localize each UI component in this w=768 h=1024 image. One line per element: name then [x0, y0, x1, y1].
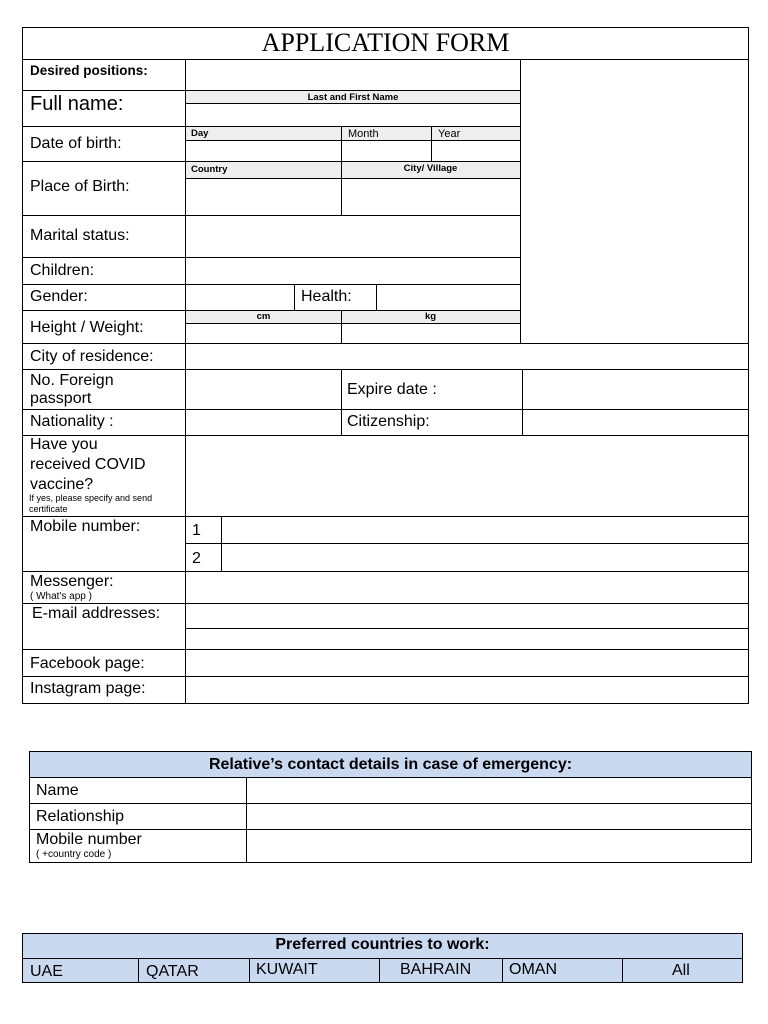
instagram-label: Instagram page:: [30, 680, 146, 697]
desired-positions-field[interactable]: [186, 60, 520, 90]
birth-month-field[interactable]: [342, 141, 431, 161]
year-caption: Year: [438, 128, 461, 140]
instagram-field[interactable]: [186, 677, 749, 703]
city-of-residence-label: City of residence:: [30, 348, 154, 365]
gender-field[interactable]: [186, 285, 294, 310]
health-field[interactable]: [377, 285, 520, 310]
country-option-kuwait[interactable]: KUWAIT: [256, 961, 318, 978]
country-option-bahrain[interactable]: BAHRAIN: [400, 961, 472, 978]
messenger-note: ( What's app ): [30, 591, 92, 602]
expire-date-field[interactable]: [523, 370, 749, 409]
kg-caption: kg: [424, 311, 437, 322]
marital-status-field[interactable]: [186, 216, 520, 257]
gender-label: Gender:: [30, 288, 88, 305]
mobile-2-field[interactable]: [222, 544, 749, 571]
country-option-qatar[interactable]: QATAR: [146, 963, 199, 980]
height-field[interactable]: [186, 324, 341, 343]
emergency-mobile-label: Mobile number: [36, 831, 142, 848]
mobile-slot-1: 1: [192, 522, 201, 539]
full-name-field[interactable]: [186, 104, 520, 126]
last-first-name-caption: Last and First Name: [307, 92, 399, 103]
full-name-label: Full name:: [30, 93, 124, 115]
email-2-field[interactable]: [186, 629, 749, 649]
children-field[interactable]: [186, 258, 520, 284]
country-option-oman[interactable]: OMAN: [509, 961, 557, 978]
covid-vaccine-field[interactable]: [186, 436, 749, 516]
emergency-mobile-note: ( +country code ): [36, 849, 112, 860]
city-village-caption: City/ Village: [403, 163, 458, 174]
form-title: APPLICATION FORM: [261, 28, 510, 57]
birth-country-field[interactable]: [186, 179, 341, 215]
health-label: Health:: [301, 288, 352, 305]
foreign-passport-label-line1: No. Foreign: [30, 372, 114, 389]
country-option-uae[interactable]: UAE: [30, 963, 63, 980]
email-label: E-mail addresses:: [32, 605, 161, 622]
countries-header: Preferred countries to work:: [275, 936, 490, 953]
day-caption: Day: [191, 128, 209, 139]
emergency-relationship-label: Relationship: [36, 808, 125, 825]
emergency-name-field[interactable]: [247, 778, 751, 803]
facebook-field[interactable]: [186, 650, 749, 676]
messenger-field[interactable]: [186, 572, 749, 603]
expire-date-label: Expire date :: [347, 381, 437, 398]
emergency-header: Relative’s contact details in case of emergency:: [208, 756, 573, 773]
mobile-number-label: Mobile number:: [30, 518, 141, 535]
email-1-field[interactable]: [186, 604, 749, 628]
covid-note-line1: If yes, please specify and send: [29, 493, 153, 503]
birth-day-field[interactable]: [186, 141, 341, 161]
emergency-name-label: Name: [36, 782, 79, 799]
messenger-label: Messenger:: [30, 573, 114, 590]
marital-status-label: Marital status:: [30, 227, 130, 244]
mobile-1-field[interactable]: [222, 517, 749, 543]
facebook-label: Facebook page:: [30, 655, 145, 672]
month-caption: Month: [348, 128, 379, 140]
citizenship-label: Citizenship:: [347, 413, 430, 430]
covid-note-line2: certificate: [29, 504, 68, 514]
nationality-label: Nationality :: [30, 413, 114, 430]
photo-area[interactable]: [521, 60, 749, 343]
foreign-passport-label-line2: passport: [30, 390, 92, 407]
country-option-all[interactable]: All: [672, 962, 690, 979]
city-of-residence-field[interactable]: [186, 344, 749, 369]
weight-field[interactable]: [342, 324, 520, 343]
passport-number-field[interactable]: [186, 370, 341, 409]
birth-year-field[interactable]: [432, 141, 520, 161]
covid-label-line2: received COVID: [30, 456, 146, 473]
children-label: Children:: [30, 262, 95, 279]
mobile-slot-2: 2: [192, 550, 201, 567]
covid-label-line3: vaccine?: [30, 476, 94, 493]
covid-label-line1: Have you: [30, 436, 98, 453]
date-of-birth-label: Date of birth:: [30, 135, 122, 152]
height-weight-label: Height / Weight:: [30, 319, 144, 336]
cm-caption: cm: [256, 311, 271, 322]
place-of-birth-label: Place of Birth:: [30, 178, 130, 195]
emergency-mobile-field[interactable]: [247, 830, 751, 862]
emergency-relationship-field[interactable]: [247, 804, 751, 829]
country-caption: Country: [191, 164, 228, 175]
birth-city-field[interactable]: [342, 179, 520, 215]
desired-positions-label: Desired positions:: [30, 63, 148, 78]
citizenship-field[interactable]: [523, 410, 749, 435]
nationality-field[interactable]: [186, 410, 341, 435]
